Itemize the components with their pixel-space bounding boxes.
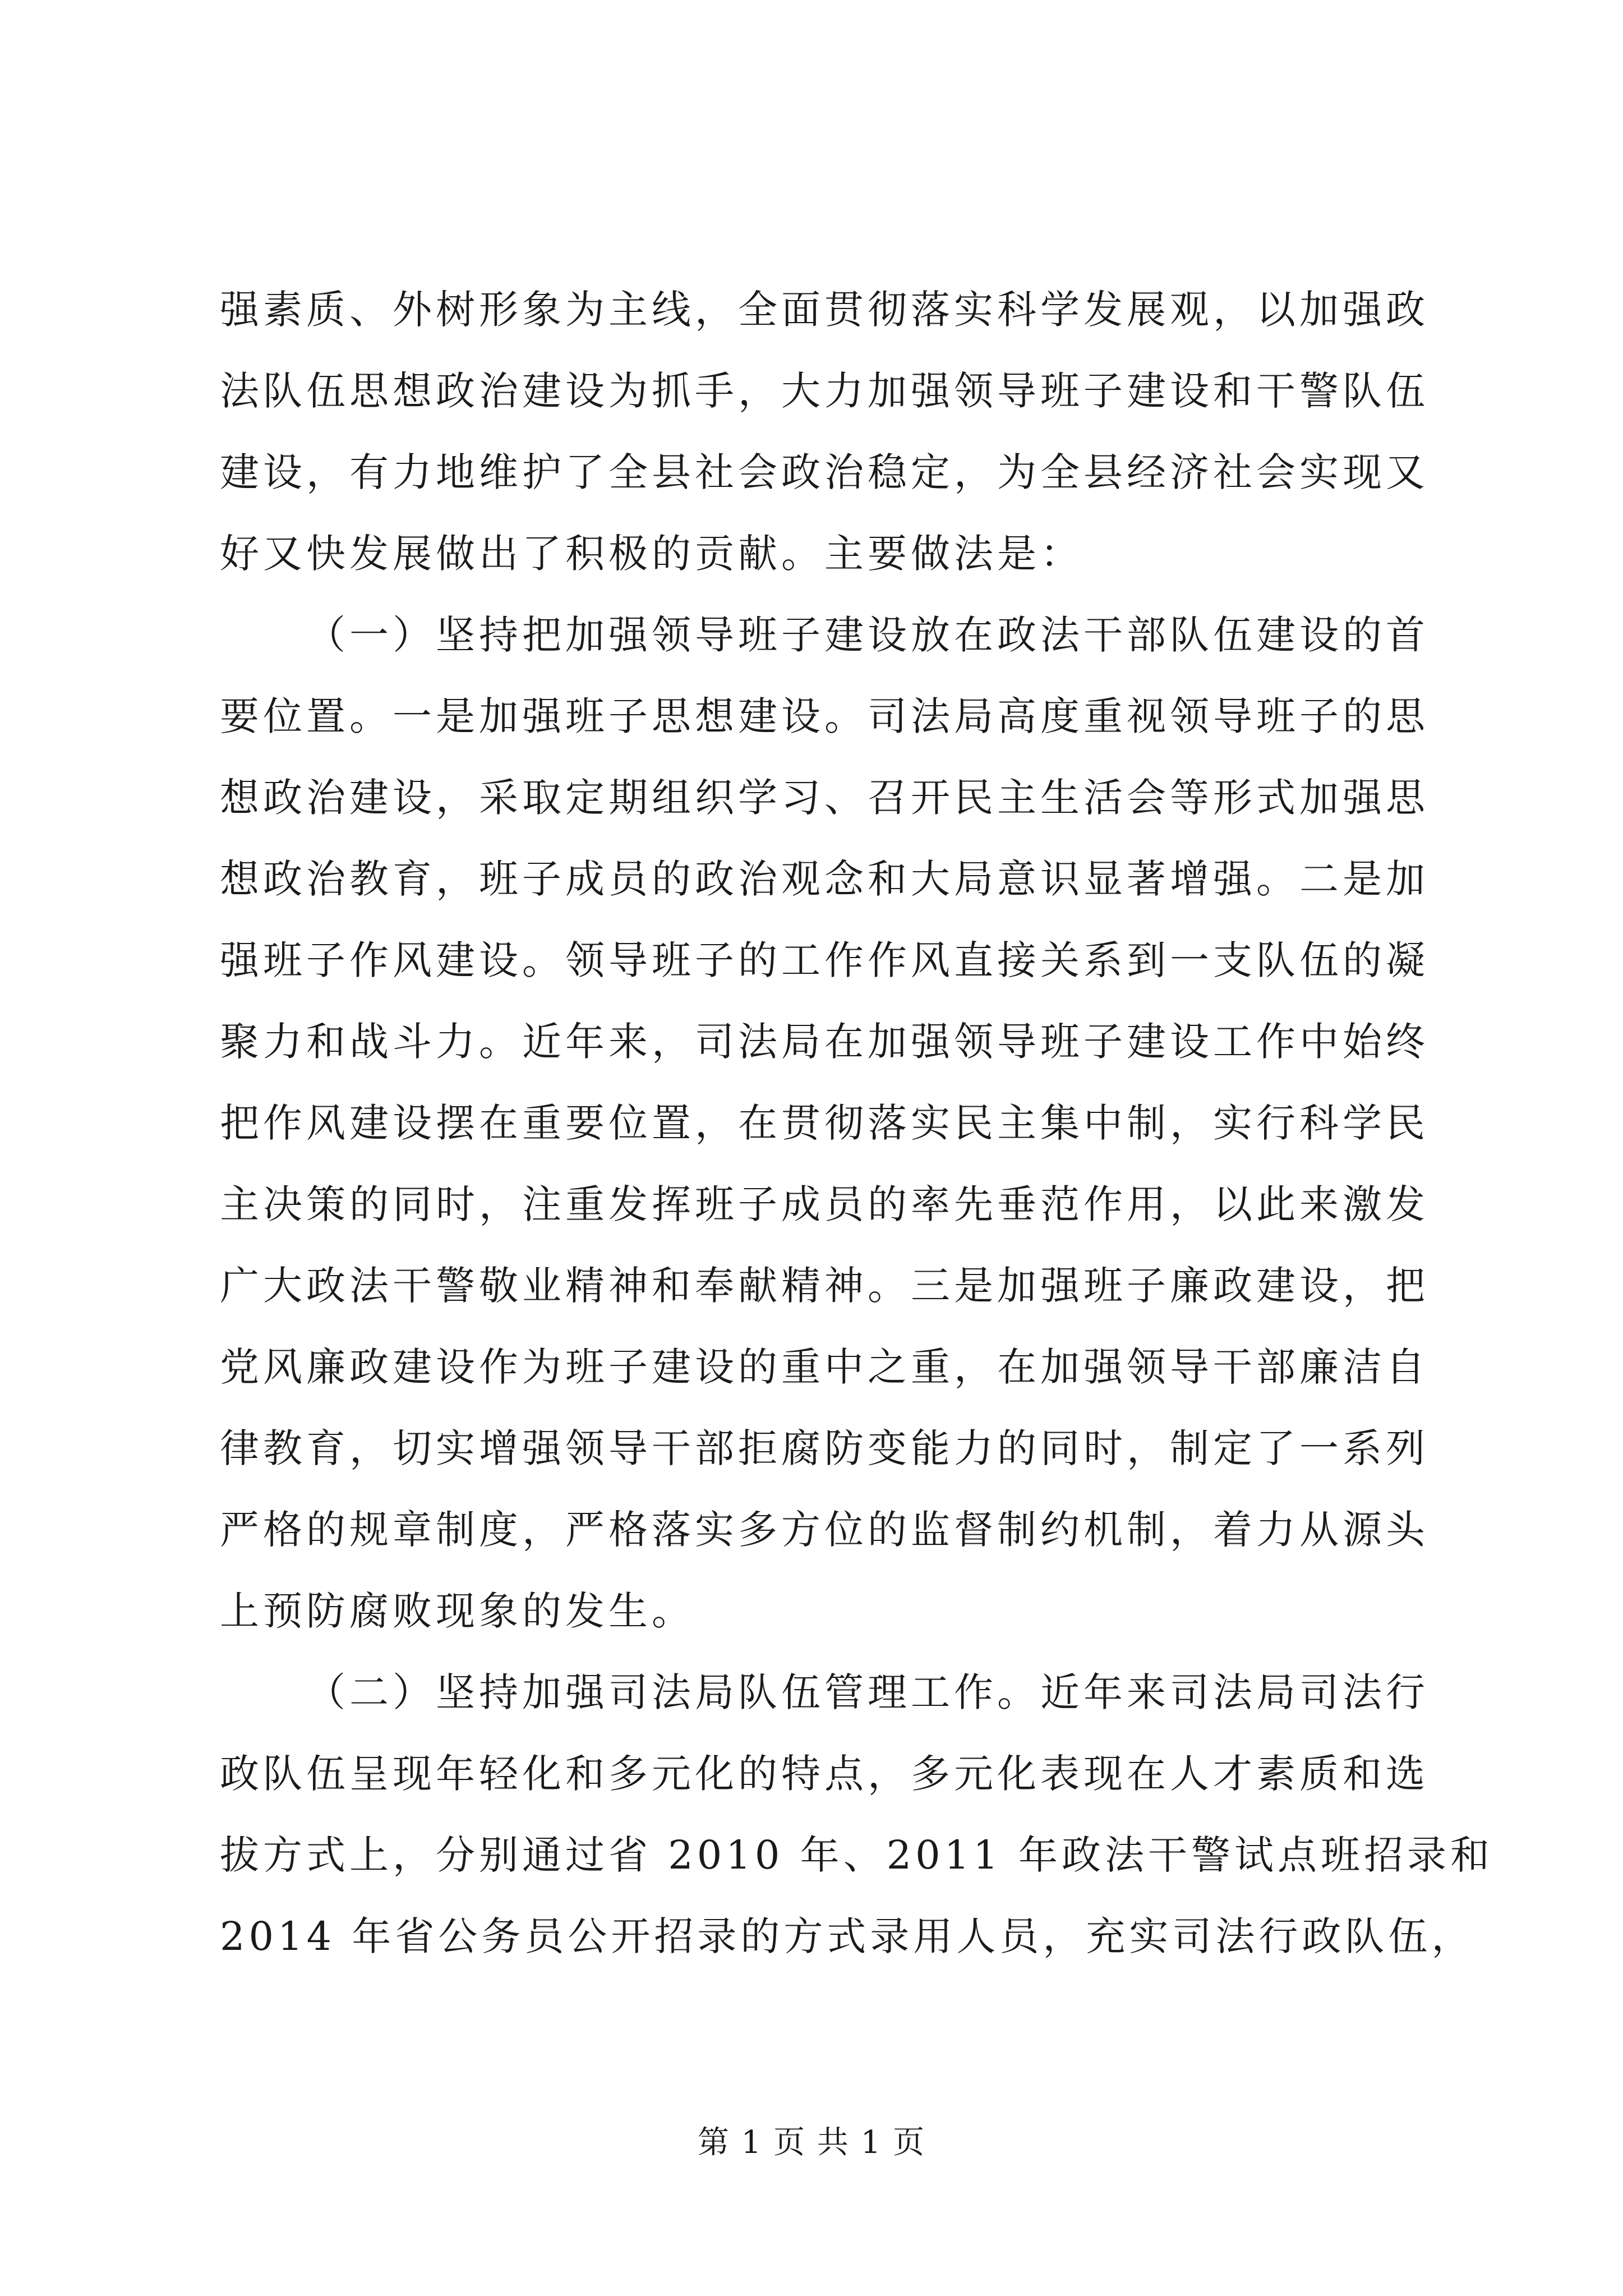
text-line: 广大政法干警敬业精神和奉献精神。三是加强班子廉政建设，把	[220, 1263, 1429, 1309]
text-line: 建设，有力地维护了全县社会政治稳定，为全县经济社会实现又	[220, 449, 1429, 495]
text-line: 强素质、外树形象为主线，全面贯彻落实科学发展观，以加强政	[220, 287, 1429, 333]
text-line: （一）坚持把加强领导班子建设放在政法干部队伍建设的首	[306, 612, 1429, 658]
text-line: 严格的规章制度，严格落实多方位的监督制约机制，着力从源头	[220, 1507, 1429, 1553]
text-line: 要位置。一是加强班子思想建设。司法局高度重视领导班子的思	[220, 693, 1429, 739]
text-line: 2014 年省公务员公开招录的方式录用人员，充实司法行政队伍，	[220, 1913, 1475, 1959]
text-line: 想政治建设，采取定期组织学习、召开民主生活会等形式加强思	[220, 775, 1429, 821]
text-line: 主决策的同时，注重发挥班子成员的率先垂范作用，以此来激发	[220, 1181, 1429, 1227]
text-line: 法队伍思想政治建设为抓手，大力加强领导班子建设和干警队伍	[220, 368, 1429, 414]
text-line: 律教育，切实增强领导干部拒腐防变能力的同时，制定了一系列	[220, 1425, 1429, 1471]
text-line: 聚力和战斗力。近年来，司法局在加强领导班子建设工作中始终	[220, 1019, 1429, 1065]
paragraph	[220, 269, 1429, 595]
text-line: 把作风建设摆在重要位置，在贯彻落实民主集中制，实行科学民	[220, 1100, 1429, 1146]
text-line: 拔方式上，分别通过省 2010 年、2011 年政法干警试点班招录和	[220, 1832, 1494, 1878]
text-line: 党风廉政建设作为班子建设的重中之重，在加强领导干部廉洁自	[220, 1344, 1429, 1390]
text-line: 好又快发展做出了积极的贡献。主要做法是：	[220, 531, 1083, 577]
text-line: 政队伍呈现年轻化和多元化的特点，多元化表现在人才素质和选	[220, 1751, 1429, 1797]
text-line: 想政治教育，班子成员的政治观念和大局意识显著增强。二是加	[220, 856, 1429, 902]
document-body	[220, 269, 1494, 1977]
paragraph	[220, 595, 1429, 1652]
text-line: 强班子作风建设。领导班子的工作作风直接关系到一支队伍的凝	[220, 937, 1429, 983]
text-line: 上预防腐败现象的发生。	[220, 1588, 695, 1634]
paragraph	[220, 1652, 1494, 1977]
text-line: （二）坚持加强司法局队伍管理工作。近年来司法局司法行	[306, 1669, 1429, 1715]
page-footer: 第 1 页 共 1 页	[697, 2124, 926, 2161]
